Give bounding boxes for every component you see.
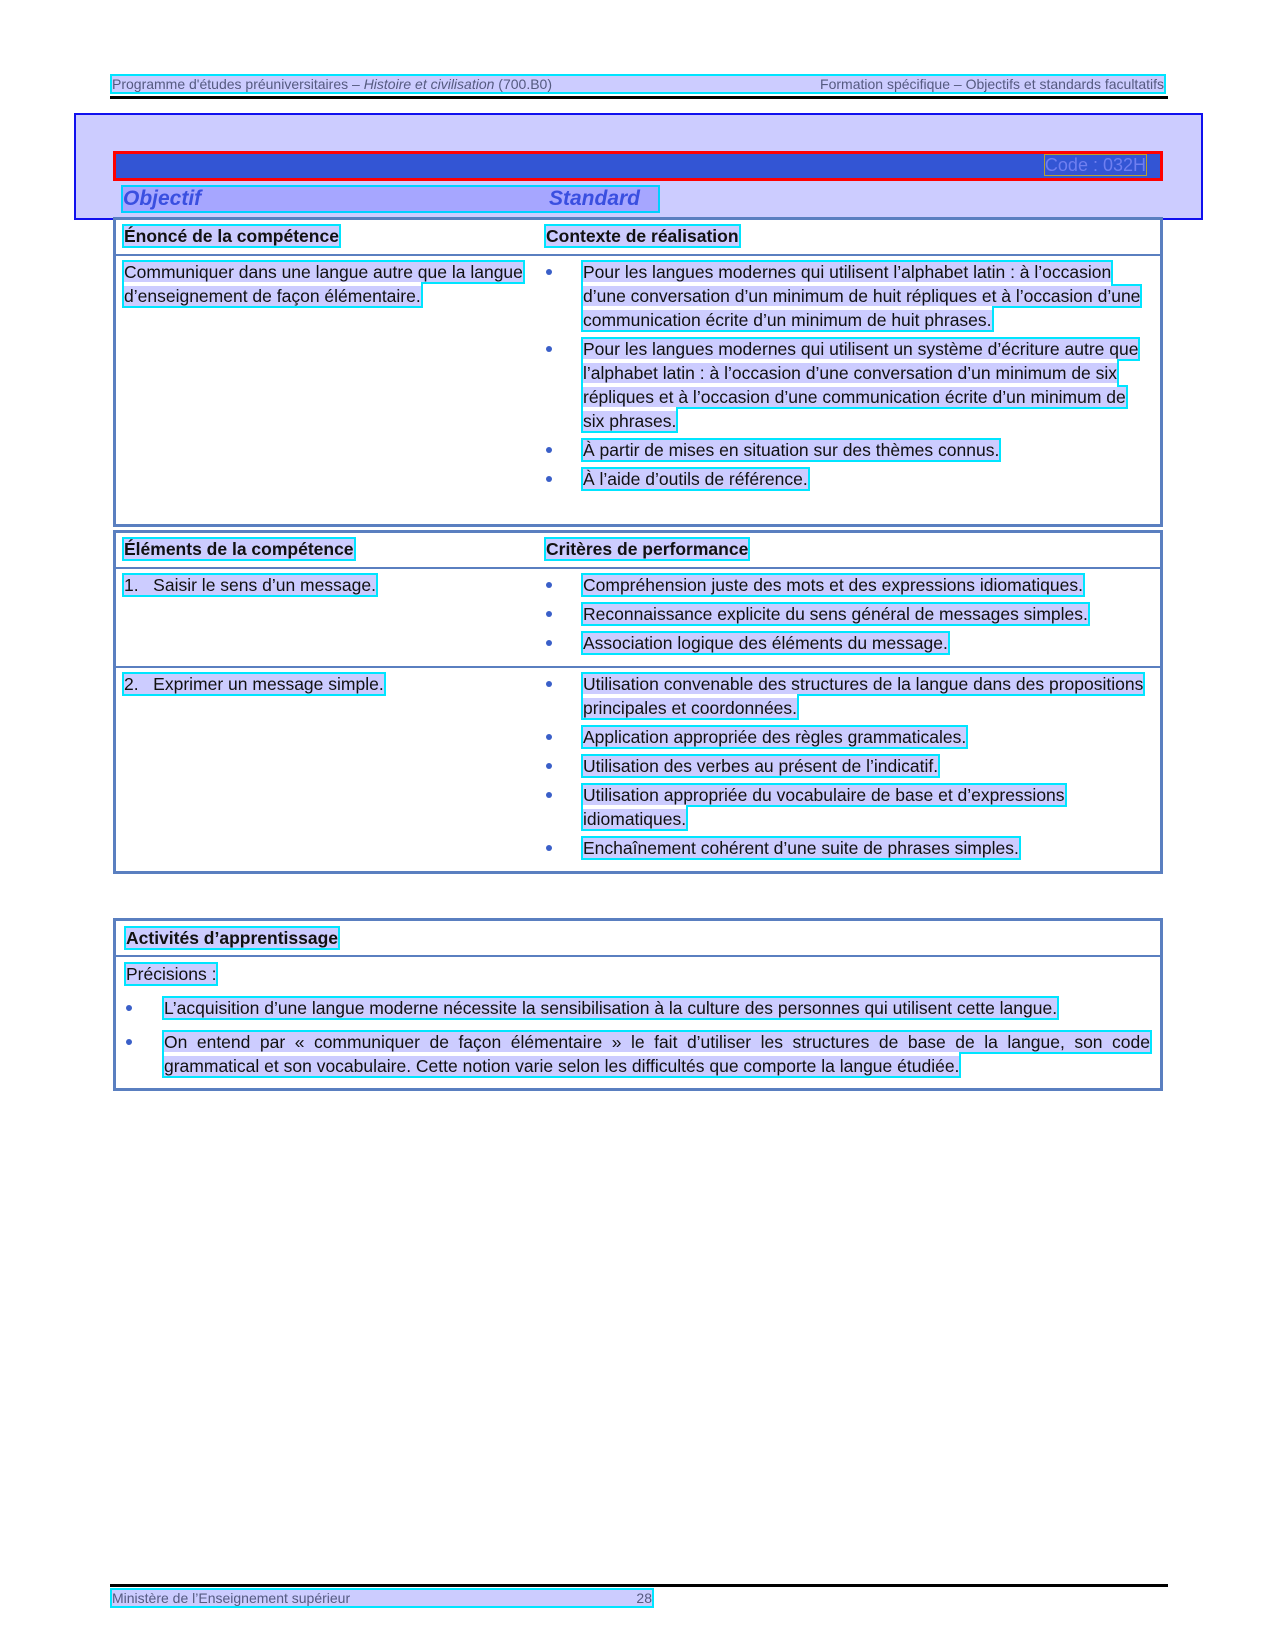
critere-text: Utilisation des verbes au présent de l’indicatif.: [583, 756, 939, 776]
page-number: 28: [636, 1590, 652, 1606]
activite-text: L’acquisition d’une langue moderne nécessite la sensibilisation à la culture des personnes qui utilisent cette langue.: [164, 998, 1058, 1018]
list-item: [546, 631, 1152, 655]
precisions-label: Précisions :: [126, 964, 217, 984]
critere-text: Compréhension juste des mots et des expressions idiomatiques.: [583, 575, 1083, 595]
list-item: [546, 260, 1152, 332]
critere-text: Application appropriée des règles grammaticales.: [583, 727, 967, 747]
critere-text: Reconnaissance explicite du sens général de messages simples.: [583, 604, 1088, 624]
elements-heading: Éléments de la compétence: [124, 539, 354, 559]
header-program-code: (700.B0): [494, 76, 552, 92]
element-label: 1. Saisir le sens d’un message.: [124, 575, 376, 595]
page-footer: [112, 1590, 652, 1606]
footer-rule: [110, 1584, 1168, 1587]
course-code: Code : 032H: [1044, 155, 1146, 175]
header-rule: [110, 96, 1168, 99]
page-header: [112, 76, 1164, 92]
list-item: [546, 783, 1152, 831]
list-item: [546, 672, 1152, 720]
header-program: Programme d'études préuniversitaires –: [112, 76, 364, 92]
list-item: [546, 754, 1152, 778]
objectif-standard-row: [123, 187, 658, 211]
contexte-text: À partir de mises en situation sur des thèmes connus.: [583, 440, 1000, 460]
elements-table: [113, 530, 1163, 874]
list-item: [546, 602, 1152, 626]
contexte-text: Pour les langues modernes qui utilisent l’alphabet latin : à l’occasion d’une conversation d’un minimum de huit répliques et à l’occasion d’une communication écrite d’un minimum de huit phrases.: [583, 262, 1141, 330]
list-item: [546, 836, 1152, 860]
list-item: [546, 438, 1152, 462]
enonce-text: Communiquer dans une langue autre que la langue d’enseignement de façon élémentaire.: [124, 262, 523, 306]
list-item: [546, 725, 1152, 749]
activites-heading: Activités d’apprentissage: [126, 928, 339, 948]
standard-label: Standard: [549, 187, 641, 210]
header-right: Formation spécifique – Objectifs et standards facultatifs: [820, 76, 1164, 92]
header-left: [112, 76, 552, 92]
activite-text: On entend par « communiquer de façon élémentaire » le fait d’utiliser les structures de base de la langue, son code grammatical et son vocabulaire. Cette notion varie selon les difficultés que comporte la langue étudiée.: [164, 1032, 1150, 1076]
header-program-title: Histoire et civilisation: [363, 76, 495, 92]
footer-ministry: Ministère de l’Enseignement supérieur: [112, 1590, 351, 1606]
element-label: 2. Exprimer un message simple.: [124, 674, 384, 694]
list-item: [126, 996, 1150, 1020]
list-item: [546, 573, 1152, 597]
enonce-heading: Énoncé de la compétence: [124, 226, 339, 246]
competence-table: [113, 217, 1163, 527]
criteres-heading: Critères de performance: [546, 539, 749, 559]
list-item: [546, 337, 1152, 433]
critere-text: Utilisation convenable des structures de la langue dans des propositions principales et coordonnées.: [583, 674, 1144, 718]
list-item: [546, 467, 1152, 491]
critere-text: Association logique des éléments du message.: [583, 633, 948, 653]
objectif-label: Objectif: [123, 187, 202, 210]
contexte-text: Pour les langues modernes qui utilisent un système d’écriture autre que l’alphabet latin : à l’occasion d’une conversation d’un minimum de six répliques et à l’occasion d’une communication écrite d’un minimum de six phrases.: [583, 339, 1139, 431]
contexte-text: À l’aide d’outils de référence.: [583, 469, 808, 489]
list-item: [126, 1030, 1150, 1078]
contexte-heading: Contexte de réalisation: [546, 226, 739, 246]
critere-text: Enchaînement cohérent d’une suite de phrases simples.: [583, 838, 1019, 858]
activites-box: [113, 918, 1163, 1091]
code-bar: [113, 151, 1163, 181]
critere-text: Utilisation appropriée du vocabulaire de base et d’expressions idiomatiques.: [583, 785, 1065, 829]
